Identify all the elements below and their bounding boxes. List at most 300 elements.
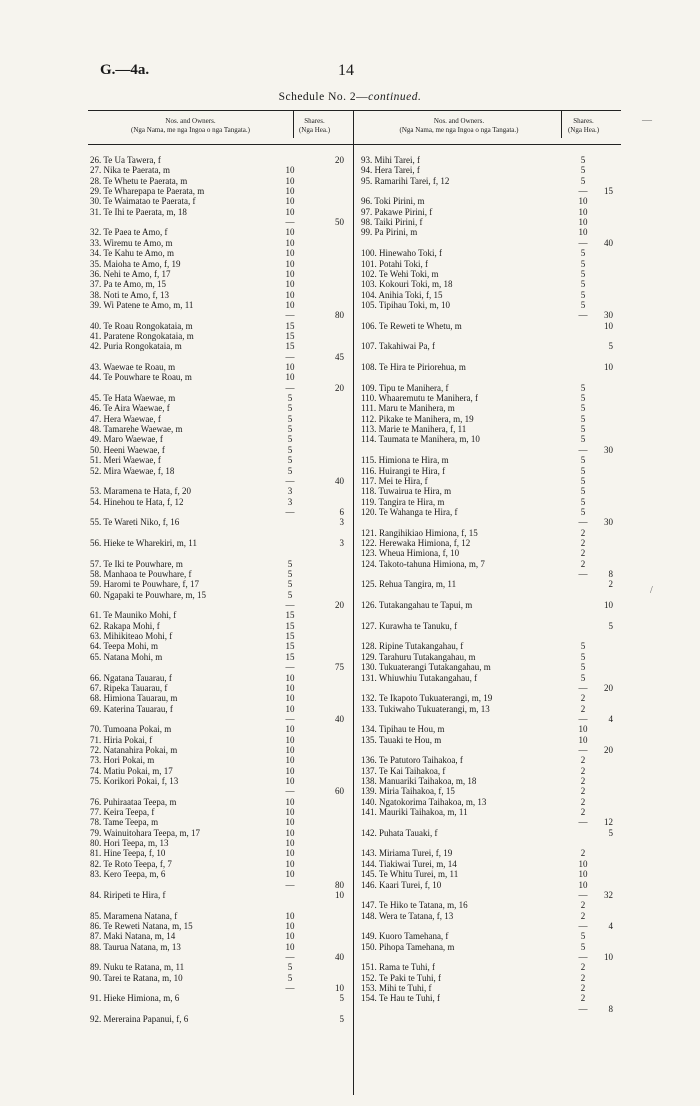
individual-shares: 5 [287,569,293,579]
individual-shares: 10 [578,734,588,745]
individual-shares: 5 [580,941,586,952]
individual-shares: 10 [285,703,295,714]
group-total-shares: 40 [335,475,344,486]
owner-name: 44. Te Pouwhare te Roau, m [90,372,192,383]
individual-shares: 5 [580,289,586,300]
owner-name: 119. Tangira te Hira, m [361,496,445,507]
individual-shares: 10 [578,869,588,880]
right-table-header [353,110,621,145]
owner-name: 47. Hera Waewae, f [90,413,161,424]
owner-name: 104. Anihia Toki, f, 15 [361,289,443,300]
owner-name: 76. Puhiraataa Teepa, m [90,796,177,807]
individual-shares: — [285,351,295,362]
individual-shares: 10 [285,755,295,766]
owner-name: 138. Manuariki Taihakoa, m, 18 [361,776,477,786]
left-owner-column [88,110,353,1095]
individual-shares: 10 [285,827,295,838]
individual-shares: 5 [580,175,586,186]
individual-shares: 10 [285,372,295,383]
owner-name: 67. Ripeka Tauarau, f [90,682,168,693]
individual-shares: — [578,744,588,755]
individual-shares: 5 [287,434,293,445]
group-total-shares: 3 [339,517,344,528]
owner-name: 82. Te Roto Teepa, f, 7 [90,858,172,869]
individual-shares: — [578,951,588,962]
individual-shares: — [285,983,295,993]
individual-shares: — [285,506,295,517]
owner-name: 63. Mihikiteao Mohi, f [90,631,173,642]
left-table-header [88,110,353,145]
owner-name: 112. Pikake te Manihera, m, 19 [361,413,474,424]
group-total-shares: 8 [608,1003,613,1014]
individual-shares: — [578,889,588,900]
owner-name: 33. Wiremu te Amo, m [90,237,173,248]
individual-shares: 10 [285,237,295,248]
individual-shares: 2 [580,786,586,797]
individual-shares: — [578,444,588,455]
individual-shares: 10 [285,941,295,952]
owner-name: 88. Taurua Natana, m, 13 [90,941,181,952]
individual-shares: 3 [287,496,293,507]
owner-name: 135. Tauaki te Hou, m [361,734,442,745]
margin-mark: / [650,585,653,596]
individual-shares: 5 [287,424,293,435]
individual-shares: 10 [285,724,295,735]
owner-name: 40. Te Roau Rongokataia, m [90,320,193,331]
individual-shares: 10 [285,931,295,942]
individual-shares: 5 [580,279,586,290]
group-total-shares: 12 [604,817,613,828]
group-total-shares: 10 [335,889,344,900]
group-total-shares: 40 [335,713,344,724]
schedule-title-main: Schedule No. 2— [278,91,369,103]
group-total-shares: 10 [604,362,613,372]
group-total-shares: 5 [608,620,613,631]
individual-shares: 2 [580,972,586,983]
individual-shares: 10 [285,289,295,300]
owner-name: 152. Te Paki te Tuhi, f [361,972,441,983]
owner-name: 125. Rehua Tangira, m, 11 [361,579,457,590]
individual-shares: 10 [285,672,295,683]
individual-shares: 2 [580,796,586,807]
individual-shares: 10 [578,227,588,238]
owner-name: 62. Rakapa Mohi, f [90,620,160,631]
owner-name: 74. Matiu Pokai, m, 17 [90,765,173,776]
individual-shares: — [578,517,588,528]
owner-name: 68. Himiona Tauarau, m [90,693,178,704]
owner-name: 150. Pihopa Tamehana, m [361,941,455,952]
shares-header-maori: (Nga Hea.) [567,125,600,134]
owner-name: 149. Kuoro Tamehana, f [361,931,449,942]
names-header-maori: (Nga Nama, me nga Ingoa o nga Tangata.) [131,125,250,134]
owner-name: 90. Tarei te Ratana, m, 10 [90,972,183,983]
individual-shares: 5 [287,444,293,455]
owner-name: 98. Taiki Pirini, f [361,217,423,228]
owner-name: 31. Te Ihi te Paerata, m, 18 [90,206,187,217]
individual-shares: 15 [285,631,295,642]
owner-name: 95. Ramarihi Tarei, f, 12 [361,175,450,186]
individual-shares: 3 [287,486,293,497]
owner-name: 92. Mereraina Papanui, f, 6 [90,1014,189,1025]
individual-shares: 10 [285,248,295,259]
individual-shares: 15 [285,651,295,662]
individual-shares: 5 [580,496,586,507]
owner-name: 109. Tipu te Manihera, f [361,382,449,393]
names-header [88,117,293,135]
owner-name: 141. Mauriki Taihakoa, m, 11 [361,807,468,818]
individual-shares: 2 [580,848,586,859]
owner-name: 28. Te Whetu te Paerata, m [90,175,188,186]
names-header [359,117,559,135]
individual-shares: — [578,682,588,693]
owner-name: 89. Nuku te Ratana, m, 11 [90,962,185,973]
individual-shares: 15 [285,641,295,652]
owner-name: 105. Tipihau Toki, m, 10 [361,299,450,310]
individual-shares: 10 [285,920,295,931]
owner-name: 139. Miria Taihakoa, f, 15 [361,786,455,797]
individual-shares: 5 [580,382,586,393]
group-total-shares: 30 [604,517,613,528]
names-header-label: Nos. and Owners. [165,117,216,125]
schedule-title-cont: continued. [368,91,422,103]
group-total-shares: 40 [335,951,344,962]
owner-name: 106. Te Reweti te Whetu, m [361,320,462,331]
individual-shares: 15 [285,341,295,352]
individual-shares: 5 [287,465,293,476]
owner-name: 32. Te Paea te Amo, f [90,227,168,238]
individual-shares: — [578,920,588,931]
owner-name: 130. Tukuaterangi Tutakangahau, m [361,662,491,673]
owner-name: 30. Te Waimatao te Paerata, f [90,196,196,207]
shares-header-maori: (Nga Hea.) [298,125,331,134]
owner-row [88,1013,353,1025]
owner-name: 37. Pa te Amo, m, 15 [90,279,166,290]
owner-name: 117. Mei te Hira, f [361,475,428,486]
owner-name: 148. Wera te Tatana, f, 13 [361,910,454,921]
owner-name: 127. Kurawha te Tanuku, f [361,620,458,631]
group-total-shares: 80 [335,310,344,321]
owner-name: 113. Marie te Manihera, f, 11 [361,424,467,435]
individual-shares: — [285,879,295,890]
individual-shares: 2 [580,993,586,1004]
owner-name: 99. Pa Pirini, m [361,227,418,238]
owner-name: 38. Noti te Amo, f, 13 [90,289,169,300]
owner-name: 86. Te Reweti Natana, m, 15 [90,920,193,931]
group-total-shares: 10 [604,320,613,331]
owner-name: 36. Nehi te Amo, f, 17 [90,268,171,279]
group-total-shares: 5 [339,993,344,1004]
individual-shares: 5 [580,413,586,424]
individual-shares: 5 [287,413,293,424]
owner-name: 131. Whiuwhiu Tutakangahau, f [361,672,478,683]
owner-name: 77. Keira Teepa, f [90,807,155,818]
individual-shares: 15 [285,320,295,331]
individual-shares: 10 [285,796,295,807]
individual-shares: 10 [285,268,295,279]
individual-shares: 10 [285,848,295,859]
owner-name: 41. Paratene Rongokataia, m [90,330,194,341]
owner-name: 108. Te Hira te Piriorehua, m [361,362,466,372]
individual-shares: 2 [580,765,586,776]
owner-name: 103. Kokouri Toki, m, 18 [361,279,453,290]
owner-name: 42. Puria Rongokataia, m [90,341,182,352]
owner-name: 134. Tipihau te Hou, m [361,724,445,735]
individual-shares: 10 [285,693,295,704]
owner-name: 46. Te Aira Waewae, f [90,403,170,414]
group-total-shares: 4 [608,713,613,724]
owner-name: 65. Natana Mohi, m [90,651,163,662]
margin-mark: — [642,115,652,126]
individual-shares: — [285,713,295,724]
individual-shares: 5 [580,258,586,269]
owner-name: 49. Maro Waewae, f [90,434,163,445]
owner-name: 116. Huirangi te Hira, f [361,465,446,476]
owner-name: 54. Hinehou te Hata, f, 12 [90,496,184,507]
owner-name: 128. Ripine Tutakangahau, f [361,641,464,652]
owner-name: 72. Natanahira Pokai, m [90,744,178,755]
owner-name: 126. Tutakangahau te Tapui, m [361,600,473,611]
owner-name: 97. Pakawe Pirini, f [361,206,433,217]
individual-shares: 10 [285,744,295,755]
group-total-shares: 15 [604,186,613,197]
individual-shares: — [285,217,295,228]
individual-shares: 2 [580,900,586,911]
owner-name: 93. Mihi Tarei, f [361,155,420,165]
owner-name: 60. Ngapaki te Pouwhare, m, 15 [90,589,206,600]
group-total-shares: 30 [604,310,613,321]
owner-name: 118. Tuwairua te Hira, m [361,486,452,497]
individual-shares: 5 [580,424,586,435]
individual-shares: 2 [580,548,586,559]
individual-shares: 5 [580,506,586,517]
group-total-shares: 20 [335,382,344,393]
group-total-shares: 10 [604,600,613,611]
individual-shares: 2 [580,558,586,569]
individual-shares: 5 [287,972,293,983]
owner-name: 70. Tumoana Pokai, m [90,724,172,735]
individual-shares: 5 [580,403,586,414]
owner-name: 78. Tame Teepa, m [90,817,159,828]
individual-shares: 5 [287,558,293,569]
schedule-title [0,91,700,103]
individual-shares: 5 [580,641,586,652]
individual-shares: 5 [580,455,586,466]
owner-name: 43. Waewae te Roau, m [90,362,176,372]
individual-shares: 5 [580,662,586,673]
individual-shares: 10 [285,186,295,197]
owner-name: 132. Te Ikapoto Tukuaterangi, m, 19 [361,693,493,704]
owner-name: 151. Rama te Tuhi, f [361,962,436,973]
individual-shares: — [578,186,588,197]
individual-shares: 5 [287,962,293,973]
individual-shares: — [285,786,295,797]
individual-shares: 15 [285,610,295,621]
individual-shares: 15 [285,330,295,341]
individual-shares: 10 [578,724,588,735]
individual-shares: 5 [287,403,293,414]
individual-shares: 5 [580,248,586,259]
individual-shares: 2 [580,807,586,818]
owner-name: 140. Ngatokorima Taihakoa, m, 13 [361,796,487,807]
individual-shares: 10 [578,196,588,207]
individual-shares: 5 [287,589,293,600]
owner-name: 91. Hieke Himiona, m, 6 [90,993,180,1004]
individual-shares: 5 [580,434,586,445]
individual-shares: — [285,382,295,393]
owner-name: 64. Teepa Mohi, m [90,641,158,652]
group-total-shares: 20 [604,682,613,693]
individual-shares: — [285,600,295,611]
owner-name: 26. Te Ua Tawera, f [90,155,161,165]
owner-name: 35. Maioha te Amo, f, 19 [90,258,181,269]
group-total-shares: 40 [604,237,613,248]
individual-shares: 5 [580,475,586,486]
group-total-shares: 50 [335,217,344,228]
group-total-shares: 5 [608,341,613,352]
individual-shares: 5 [287,455,293,466]
individual-shares: — [578,569,588,579]
individual-shares: 10 [285,362,295,372]
shares-header-label: Shares. [573,117,594,125]
individual-shares: 2 [580,962,586,973]
names-header-label: Nos. and Owners. [433,117,485,125]
individual-shares: 2 [580,983,586,993]
owner-name: 110. Whaaremutu te Manihera, f [361,393,478,404]
owner-name: 57. Te Iki te Pouwhare, m [90,558,183,569]
owner-name: 144. Tiakiwai Turei, m, 14 [361,858,457,869]
owner-name: 34. Te Kahu te Amo, m [90,248,174,259]
individual-shares: 10 [285,910,295,921]
individual-shares: 10 [285,299,295,310]
individual-shares: 5 [580,486,586,497]
individual-shares: — [578,713,588,724]
individual-shares: 10 [285,765,295,776]
individual-shares: 5 [580,672,586,683]
individual-shares: 10 [285,817,295,828]
individual-shares: 5 [580,165,586,176]
group-total-shares: 5 [339,1014,344,1025]
individual-shares: 10 [285,682,295,693]
group-total-shares: 20 [335,600,344,611]
individual-shares: 5 [287,579,293,590]
owner-name: 73. Hori Pokai, m [90,755,155,766]
owner-name: 122. Herewaka Himiona, f, 12 [361,537,471,548]
owner-name: 129. Tarahuru Tutakangahau, m [361,651,476,662]
owner-name: 79. Wainuitohara Teepa, m, 17 [90,827,201,838]
owner-name: 83. Kero Teepa, m, 6 [90,869,166,880]
group-total-shares: 10 [604,951,613,962]
shares-header [293,111,335,138]
owner-name: 94. Hera Tarei, f [361,165,420,176]
owner-name: 84. Riripeti te Hira, f [90,889,166,900]
group-total-shares: 20 [604,744,613,755]
individual-shares: 10 [285,776,295,786]
individual-shares: 2 [580,755,586,766]
individual-shares: 2 [580,776,586,786]
owner-name: 111. Maru te Manihera, m [361,403,455,414]
individual-shares: 10 [285,279,295,290]
owner-name: 45. Te Hata Waewae, m [90,393,176,404]
group-total-shares: 4 [608,920,613,931]
owner-name: 27. Nika te Paerata, m [90,165,170,176]
owner-name: 142. Puhata Tauaki, f [361,827,438,838]
owner-name: 143. Miriama Turei, f, 19 [361,848,453,859]
names-header-maori: (Nga Nama, me nga Ingoa o nga Tangata.) [399,125,519,134]
individual-shares: 10 [285,258,295,269]
individual-shares: 2 [580,527,586,538]
individual-shares: 5 [580,931,586,942]
individual-shares: 10 [285,227,295,238]
owner-name: 56. Hieke te Wharekiri, m, 11 [90,537,197,548]
owner-name: 121. Rangihikiao Himiona, f, 15 [361,527,478,538]
individual-shares: 2 [580,537,586,548]
page-number: 14 [338,62,354,79]
owner-name: 114. Taumata te Manihera, m, 10 [361,434,480,445]
individual-shares: 10 [285,734,295,745]
owner-name: 52. Mira Waewae, f, 18 [90,465,175,476]
individual-shares: 5 [580,393,586,404]
group-total-shares: 6 [339,506,344,517]
owner-name: 29. Te Wharepapa te Paerata, m [90,186,205,197]
individual-shares: — [578,310,588,321]
group-total-shares: 20 [335,155,344,165]
group-total-shares: 45 [335,351,344,362]
group-total-shares: 32 [604,889,613,900]
owner-name: 120. Te Wahanga te Hira, f [361,506,458,517]
owner-name: 61. Te Mauniko Mohi, f [90,610,177,621]
individual-shares: 5 [580,299,586,310]
owner-name: 81. Hine Teepa, f, 10 [90,848,166,859]
owner-name: 71. Hiria Pokai, f [90,734,153,745]
owner-name: 96. Toki Pirini, m [361,196,425,207]
owner-name: 66. Ngatana Tauarau, f [90,672,172,683]
owner-name: 39. Wi Patene te Amo, m, 11 [90,299,194,310]
owner-name: 50. Heeni Waewae, f [90,444,165,455]
owner-name: 48. Tamarehe Waewae, m [90,424,183,435]
right-owner-column [353,110,621,1095]
owner-row [353,1003,621,1015]
individual-shares: 10 [285,838,295,849]
individual-shares: 10 [578,858,588,869]
individual-shares: 10 [578,217,588,228]
owner-name: 124. Takoto-tahuna Himiona, m, 7 [361,558,485,569]
individual-shares: 10 [578,206,588,217]
group-total-shares: 5 [608,827,613,838]
owner-name: 51. Meri Waewae, f [90,455,161,466]
individual-shares: 5 [580,465,586,476]
individual-shares: 10 [285,165,295,176]
group-total-shares: 2 [608,579,613,590]
group-total-shares: 8 [608,569,613,579]
group-total-shares: 10 [335,983,344,993]
owner-name: 137. Te Kai Taihakoa, f [361,765,446,776]
individual-shares: — [578,1003,588,1014]
group-total-shares: 30 [604,444,613,455]
individual-shares: 10 [285,858,295,869]
owner-name: 100. Hinewaho Toki, f [361,248,442,259]
owner-name: 147. Te Hiko te Tatana, m, 16 [361,900,468,911]
individual-shares: 10 [285,206,295,217]
owner-name: 107. Takahiwai Pa, f [361,341,435,352]
individual-shares: 10 [285,807,295,818]
individual-shares: 10 [285,869,295,880]
individual-shares: 5 [580,268,586,279]
owner-name: 136. Te Patutoro Taihakoa, f [361,755,463,766]
individual-shares: 5 [287,393,293,404]
owner-name: 101. Potahi Toki, f [361,258,428,269]
owner-name: 55. Te Wareti Niko, f, 16 [90,517,180,528]
owner-name: 145. Te Whitu Turei, m, 11 [361,869,459,880]
